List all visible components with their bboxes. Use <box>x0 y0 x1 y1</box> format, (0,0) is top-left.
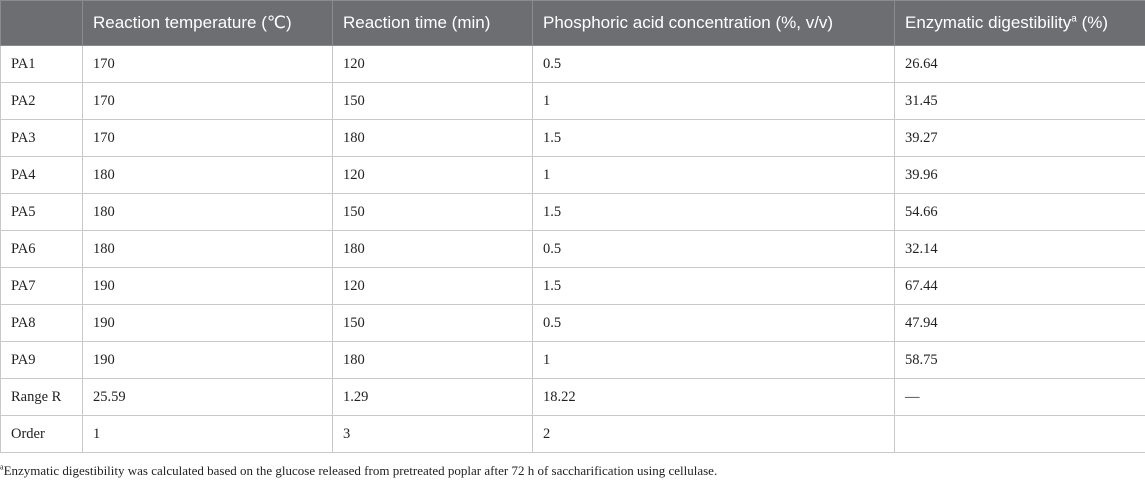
cell-reaction-time: 1.29 <box>333 379 533 416</box>
cell-reaction-temperature: 170 <box>83 83 333 120</box>
cell-reaction-temperature: 190 <box>83 268 333 305</box>
cell-reaction-temperature: 190 <box>83 342 333 379</box>
table-row <box>1 305 1145 342</box>
table-row <box>1 46 1145 83</box>
header-cell-enzymatic-digestibility: Enzymatic digestibility$^a$ (%) <box>895 1 1145 46</box>
cell-sample-id: PA3 <box>1 120 83 157</box>
cell-acid-concentration: 1.5 <box>533 194 895 231</box>
cell-reaction-time: 150 <box>333 83 533 120</box>
cell-enzymatic-digestibility: 58.75 <box>895 342 1145 379</box>
cell-reaction-time: 120 <box>333 157 533 194</box>
cell-acid-concentration: 0.5 <box>533 231 895 268</box>
header-cell-reaction-temperature: Reaction temperature (℃) <box>83 1 333 46</box>
cell-enzymatic-digestibility: 39.27 <box>895 120 1145 157</box>
cell-acid-concentration: 0.5 <box>533 305 895 342</box>
cell-reaction-time: 180 <box>333 120 533 157</box>
footnote-marker: a <box>0 462 4 472</box>
cell-reaction-time: 120 <box>333 46 533 83</box>
cell-sample-id: Order <box>1 416 83 453</box>
cell-enzymatic-digestibility: 54.66 <box>895 194 1145 231</box>
cell-enzymatic-digestibility: 32.14 <box>895 231 1145 268</box>
table-row <box>1 416 1145 453</box>
cell-sample-id: Range R <box>1 379 83 416</box>
cell-acid-concentration: 1.5 <box>533 120 895 157</box>
cell-reaction-time: 120 <box>333 268 533 305</box>
table-body <box>1 46 1145 453</box>
cell-reaction-temperature: 180 <box>83 231 333 268</box>
cell-reaction-time: 180 <box>333 231 533 268</box>
cell-acid-concentration: 1 <box>533 83 895 120</box>
cell-enzymatic-digestibility: 31.45 <box>895 83 1145 120</box>
header-cell-reaction-time: Reaction time (min) <box>333 1 533 46</box>
cell-reaction-temperature: 180 <box>83 157 333 194</box>
cell-reaction-time: 150 <box>333 194 533 231</box>
cell-reaction-time: 3 <box>333 416 533 453</box>
header-row <box>1 1 1145 46</box>
cell-reaction-temperature: 170 <box>83 46 333 83</box>
table-row <box>1 194 1145 231</box>
cell-acid-concentration: 0.5 <box>533 46 895 83</box>
cell-enzymatic-digestibility: 26.64 <box>895 46 1145 83</box>
cell-sample-id: PA4 <box>1 157 83 194</box>
cell-sample-id: PA6 <box>1 231 83 268</box>
cell-sample-id: PA5 <box>1 194 83 231</box>
cell-enzymatic-digestibility: 47.94 <box>895 305 1145 342</box>
cell-sample-id: PA1 <box>1 46 83 83</box>
cell-enzymatic-digestibility: — <box>895 379 1145 416</box>
table-row <box>1 231 1145 268</box>
cell-sample-id: PA8 <box>1 305 83 342</box>
cell-reaction-temperature: 170 <box>83 120 333 157</box>
table-row <box>1 268 1145 305</box>
cell-reaction-temperature: 1 <box>83 416 333 453</box>
cell-sample-id: PA2 <box>1 83 83 120</box>
table-row <box>1 342 1145 379</box>
cell-enzymatic-digestibility: 67.44 <box>895 268 1145 305</box>
cell-reaction-temperature: 180 <box>83 194 333 231</box>
header-cell-row-label <box>1 1 83 46</box>
cell-acid-concentration: 1 <box>533 342 895 379</box>
header-cell-phosphoric-acid-concentration: Phosphoric acid concentration (%, v/v) <box>533 1 895 46</box>
cell-acid-concentration: 2 <box>533 416 895 453</box>
cell-reaction-temperature: 190 <box>83 305 333 342</box>
cell-acid-concentration: 18.22 <box>533 379 895 416</box>
cell-sample-id: PA9 <box>1 342 83 379</box>
table-row <box>1 120 1145 157</box>
footnote-marker: a <box>1071 13 1077 25</box>
cell-acid-concentration: 1.5 <box>533 268 895 305</box>
table-row <box>1 379 1145 416</box>
footnote-text: Enzymatic digestibility was calculated based on the glucose released from pretreated poplar after 72 h of saccharification using cellulase. <box>3 463 718 478</box>
cell-reaction-temperature: 25.59 <box>83 379 333 416</box>
cell-sample-id: PA7 <box>1 268 83 305</box>
footnote <box>0 463 717 479</box>
cell-enzymatic-digestibility: 39.96 <box>895 157 1145 194</box>
cell-reaction-time: 180 <box>333 342 533 379</box>
cell-reaction-time: 150 <box>333 305 533 342</box>
cell-enzymatic-digestibility <box>895 416 1145 453</box>
cell-acid-concentration: 1 <box>533 157 895 194</box>
table-row <box>1 83 1145 120</box>
table-row <box>1 157 1145 194</box>
